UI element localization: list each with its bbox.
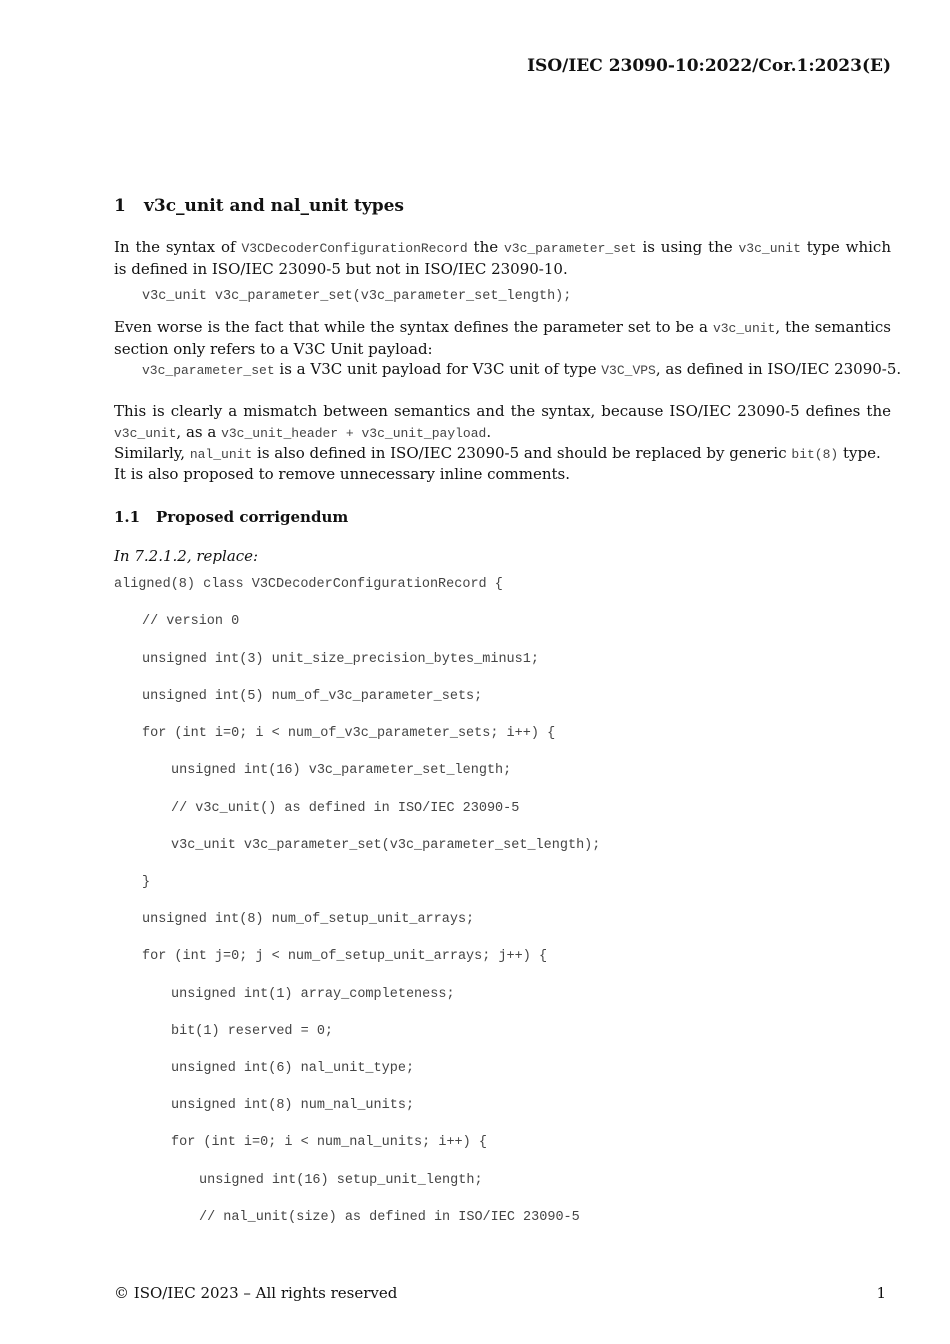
text: Even worse is the fact that while the syntax defines the parameter set to be a	[114, 318, 713, 336]
code-line: v3c_unit v3c_parameter_set(v3c_parameter_set_length);	[171, 838, 601, 853]
text: , the semantics section only refers to a V3C Unit payload:	[114, 318, 891, 358]
subsection-title: Proposed corrigendum	[156, 508, 349, 526]
page-number: 1	[876, 1284, 886, 1302]
code-term: nal_unit	[189, 447, 253, 462]
text: type.	[838, 444, 881, 462]
text: Similarly,	[114, 444, 190, 462]
code-term: v3c_parameter_set	[503, 241, 637, 256]
code-line: for (int i=0; i < num_nal_units; i++) {	[171, 1135, 487, 1150]
text: .	[486, 423, 492, 441]
code-line: unsigned int(5) num_of_v3c_parameter_sets;	[142, 689, 483, 704]
code-term: v3c_unit_header + v3c_unit_payload	[221, 426, 487, 441]
code-line: unsigned int(3) unit_size_precision_bytes_minus1;	[142, 652, 539, 667]
code-line: unsigned int(1) array_completeness;	[171, 987, 455, 1002]
document-identifier: ISO/IEC 23090-10:2022/Cor.1:2023(E)	[527, 56, 891, 76]
code-line: for (int j=0; j < num_of_setup_unit_arrays; j++) {	[142, 949, 548, 964]
code-term: v3c_parameter_set	[142, 363, 275, 378]
code-line: for (int i=0; i < num_of_v3c_parameter_sets; i++) {	[142, 726, 556, 741]
paragraph-proposal: It is also proposed to remove unnecessary inline comments.	[114, 465, 571, 483]
subsection-number: 1.1	[114, 508, 141, 526]
text: In the syntax of	[114, 238, 242, 256]
code-line: // version 0	[142, 614, 240, 629]
paragraph-semantics	[114, 317, 891, 360]
code-line: aligned(8) class V3CDecoderConfigurationRecord {	[114, 577, 503, 592]
paragraph-syntax	[114, 237, 891, 280]
edit-instruction: In 7.2.1.2, replace:	[114, 547, 259, 565]
paragraph-mismatch	[114, 401, 891, 444]
code-line: unsigned int(6) nal_unit_type;	[171, 1061, 415, 1076]
text: This is clearly a mismatch between semantics and the syntax, because ISO/IEC 23090-5 defines the	[114, 402, 891, 420]
code-example: v3c_unit v3c_parameter_set(v3c_parameter_set_length);	[142, 289, 572, 304]
code-term: V3CDecoderConfigurationRecord	[241, 241, 468, 256]
code-line: unsigned int(16) setup_unit_length;	[199, 1173, 483, 1188]
definition-quote	[114, 359, 919, 381]
code-line: unsigned int(8) num_nal_units;	[171, 1098, 415, 1113]
text: type which is defined in ISO/IEC 23090-5 but not in ISO/IEC 23090-10.	[114, 238, 891, 278]
code-term: v3c_unit	[712, 321, 776, 336]
code-line: // nal_unit(size) as defined in ISO/IEC 23090-5	[199, 1210, 580, 1225]
section-number: 1	[114, 196, 126, 216]
code-line: // v3c_unit() as defined in ISO/IEC 23090-5	[171, 801, 520, 816]
section-heading	[114, 196, 404, 216]
code-term: V3C_VPS	[601, 363, 656, 378]
code-line: }	[142, 875, 151, 890]
code-line: unsigned int(8) num_of_setup_unit_arrays;	[142, 912, 475, 927]
section-title: v3c_unit and nal_unit types	[144, 196, 404, 216]
paragraph-nal-unit	[114, 443, 891, 465]
text: is a V3C unit payload for V3C unit of type	[274, 360, 602, 378]
subsection-heading	[114, 508, 348, 526]
code-term: bit(8)	[791, 447, 839, 462]
text: the	[467, 238, 504, 256]
copyright-notice: © ISO/IEC 2023 – All rights reserved	[114, 1284, 398, 1302]
text: is using the	[636, 238, 739, 256]
text: , as a	[176, 423, 222, 441]
code-line: unsigned int(16) v3c_parameter_set_length;	[171, 763, 512, 778]
text: is also defined in ISO/IEC 23090-5 and should be replaced by generic	[252, 444, 792, 462]
code-line: bit(1) reserved = 0;	[171, 1024, 334, 1039]
code-term: v3c_unit	[738, 241, 801, 256]
text: , as defined in ISO/IEC 23090-5.	[655, 360, 902, 378]
code-term: v3c_unit	[114, 426, 177, 441]
